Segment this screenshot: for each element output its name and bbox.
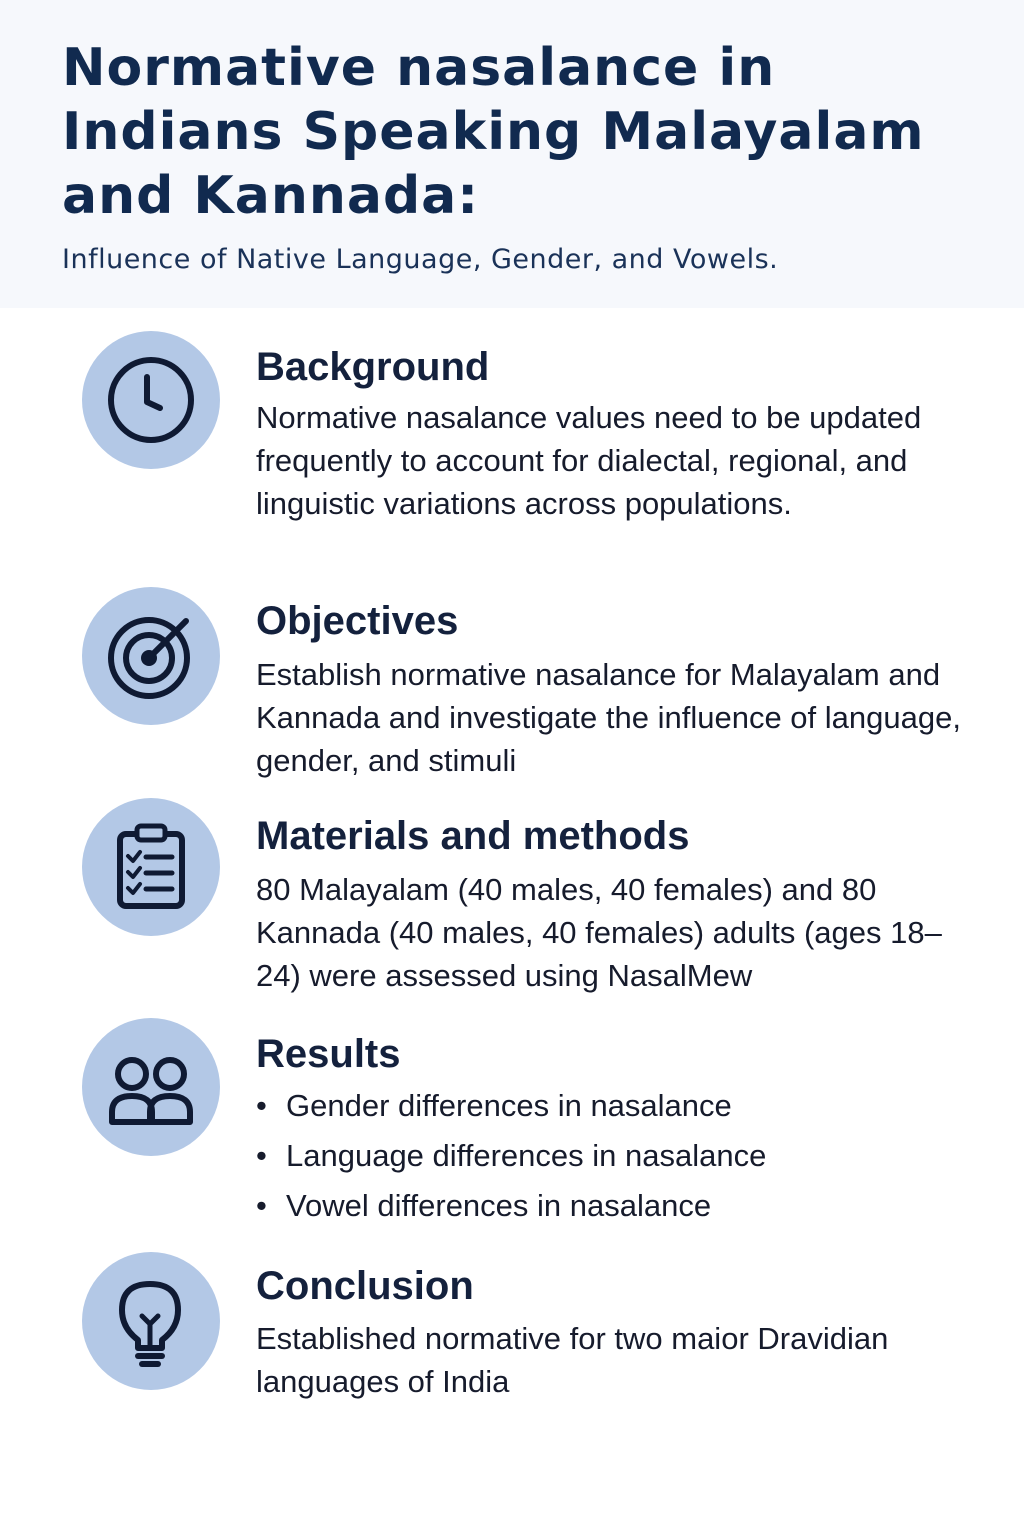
- bullet: •: [256, 1088, 267, 1123]
- target-icon: [82, 587, 220, 725]
- header: [0, 0, 1024, 308]
- people-icon: [82, 1018, 220, 1156]
- clipboard-checklist-icon: [82, 798, 220, 936]
- list-item-text: Gender differences in nasalance: [286, 1088, 732, 1123]
- results-list: [256, 1085, 976, 1235]
- section-heading-background: Background: [256, 345, 490, 389]
- section-body-methods: 80 Malayalam (40 males, 40 females) and 80 Kannada (40 males, 40 females) adults (ages 18–24) were assessed using NasalMew: [256, 872, 942, 993]
- section-heading-conclusion: Conclusion: [256, 1264, 474, 1308]
- section-heading-methods: Materials and methods: [256, 814, 690, 858]
- section-heading-objectives: Objectives: [256, 599, 459, 643]
- section-heading-results: Results: [256, 1032, 401, 1076]
- section-body-background: Normative nasalance values need to be updated frequently to account for dialectal, regional, and linguistic variations across populations.: [256, 400, 922, 521]
- list-item-text: Vowel differences in nasalance: [286, 1188, 712, 1223]
- list-item: [256, 1085, 976, 1135]
- clock-icon: [82, 331, 220, 469]
- list-item: [256, 1135, 976, 1185]
- list-item-text: Language differences in nasalance: [286, 1138, 767, 1173]
- bullet: •: [256, 1138, 267, 1173]
- section-body-conclusion: Established normative for two maior Dravidian languages of India: [256, 1321, 889, 1399]
- lightbulb-icon: [82, 1252, 220, 1390]
- page-title: Normative nasalance in Indians Speaking Malayalam and Kannada:: [62, 38, 925, 226]
- bullet: •: [256, 1188, 267, 1223]
- list-item: [256, 1185, 976, 1235]
- page-subtitle: Influence of Native Language, Gender, and Vowels.: [62, 244, 779, 275]
- section-body-objectives: Establish normative nasalance for Malayalam and Kannada and investigate the influence of language, gender, and stimuli: [256, 657, 961, 778]
